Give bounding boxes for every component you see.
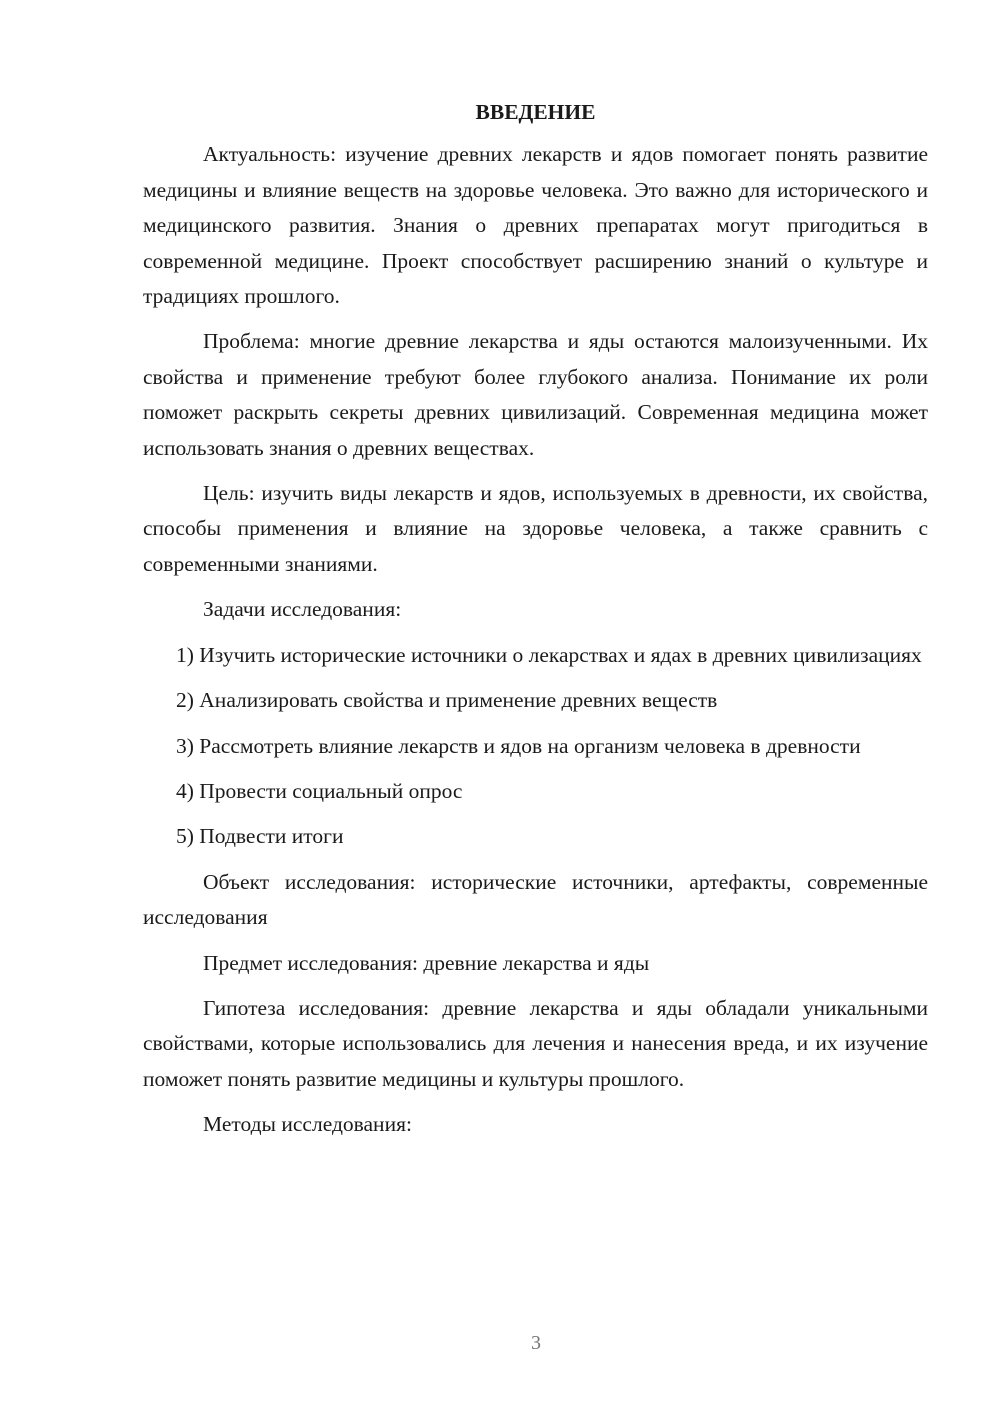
section-title: ВВЕДЕНИЕ [475,100,596,124]
document-page [143,95,928,1153]
task-item-1: 1) Изучить исторические источники о лекарствах и ядах в древних цивилизациях [176,642,922,667]
relevance-paragraph: Актуальность: изучение древних лекарств и ядов помогает понять развитие медицины и влияние веществ на здоровье человека. Это важно для исторического и медицинского развития. Знания о древних препаратах могут пригодиться в современной медицине. Проект способствует расширению знаний о культуре и традициях прошлого. [143,142,928,309]
tasks-heading: Задачи исследования: [203,597,402,622]
methods-heading: Методы исследования: [203,1112,412,1137]
task-item-2: 2) Анализировать свойства и применение древних веществ [176,688,718,713]
task-item-4: 4) Провести социальный опрос [176,778,463,803]
hypothesis-paragraph: Гипотеза исследования: древние лекарства и яды обладали уникальными свойствами, которые использовались для лечения и нанесения вреда, и их изучение поможет понять развитие медицины и культуры прошлого. [143,995,928,1091]
problem-paragraph: Проблема: многие древние лекарства и яды остаются малоизученными. Их свойства и применение требуют более глубокого анализа. Понимание их роли поможет раскрыть секреты древних цивилизаций. Современная медицина может использовать знания о древних веществах. [143,329,928,460]
goal-paragraph: Цель: изучить виды лекарств и ядов, используемых в древности, их свойства, способы применения и влияние на здоровье человека, а также сравнить с современными знаниями. [143,481,928,576]
task-item-5: 5) Подвести итоги [176,824,344,849]
subject-paragraph: Предмет исследования: древние лекарства и яды [203,950,650,975]
task-item-3: 3) Рассмотреть влияние лекарств и ядов на организм человека в древности [176,733,861,758]
page-number: 3 [531,1332,541,1354]
object-paragraph: Объект исследования: исторические источники, артефакты, современные исследования [143,869,928,930]
